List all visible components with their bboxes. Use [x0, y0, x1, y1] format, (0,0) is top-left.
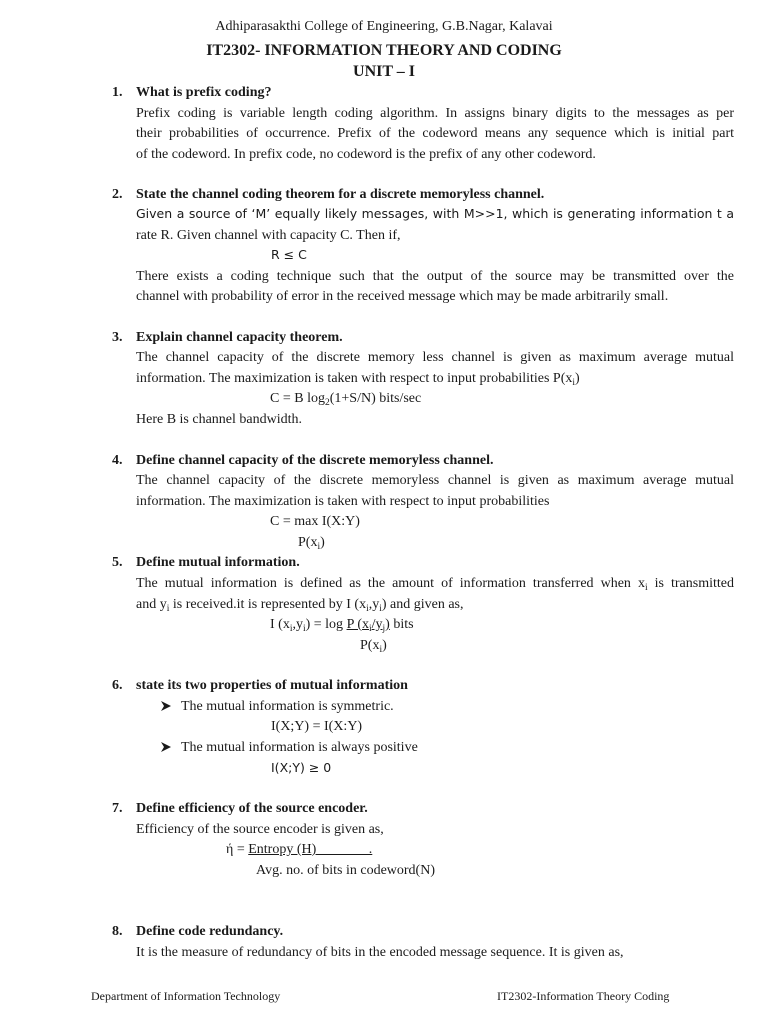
answer-line: Prefix coding is variable length coding algorithm. In assigns binary digits to the messages as per — [136, 107, 734, 121]
fraction-denominator: $P(x_i)$ — [360, 638, 387, 655]
answer-line: channel with probability of error in the received message which may be made arbitrarily small. — [136, 289, 669, 304]
answer-line: rate R. Given channel with capacity C. Then if, — [136, 228, 401, 243]
answer-line: Efficiency of the source encoder is given as, — [136, 822, 384, 837]
question-title: State the channel coding theorem for a discrete memoryless channel. — [136, 187, 545, 202]
question-number: 8. — [112, 924, 123, 939]
answer-line: information. The maximization is taken with respect to input probabilities $P(x_i)$ — [136, 371, 580, 388]
bullet-text: The mutual information is always positive — [181, 740, 418, 755]
question-number: 1. — [112, 85, 123, 100]
fraction-numerator: P $(x_i/y_j)$ — [346, 617, 390, 634]
formula: I(X;Y) ≥ 0 — [271, 760, 332, 775]
formula: ή = Entropy (H) . — [226, 842, 373, 857]
answer-line: information. The maximization is taken with respect to input probabilities — [136, 494, 550, 509]
answer-line: their probabilities of occurrence. Prefix of the codeword means any sequence which is initial part — [136, 127, 734, 141]
answer-line: and $y_i$ is received.it is represented by I $(x_i,y_i)$ and given as, — [136, 597, 464, 614]
arrowhead-bullet-icon — [160, 700, 172, 716]
question-title: Define mutual information. — [136, 555, 300, 570]
answer-line: The mutual information is defined as the amount of information transferred when $x_i$ is transmitted — [136, 577, 734, 593]
question-title: Define efficiency of the source encoder. — [136, 801, 368, 816]
formula: C = B $\log_2(1+S/N)$ bits/sec — [270, 391, 422, 408]
formula: R ≤ C — [271, 247, 307, 262]
question-title: Explain channel capacity theorem. — [136, 330, 343, 345]
formula: I(X;Y) = I(X:Y) — [271, 719, 363, 734]
answer-line: The channel capacity of the discrete memoryless channel is given as maximum average mutual — [136, 474, 734, 488]
footer-course: IT2302-Information Theory Coding — [497, 989, 670, 1003]
question-number: 3. — [112, 330, 123, 345]
formula-subscript: $P(x_i)$ — [298, 535, 325, 552]
bullet-text: The mutual information is symmetric. — [181, 699, 394, 714]
fraction-denominator: Avg. no. of bits in codeword(N) — [256, 863, 435, 878]
answer-line: Given a source of ‘M’ equally likely messages, with M>>1, which is generating information t a — [136, 208, 734, 221]
answer-line: It is the measure of redundancy of bits in the encoded message sequence. It is given as, — [136, 945, 624, 960]
footer-department: Department of Information Technology — [91, 989, 281, 1003]
question-title: Define code redundancy. — [136, 924, 284, 939]
question-title: Define channel capacity of the discrete memoryless channel. — [136, 453, 494, 468]
question-title: state its two properties of mutual information — [136, 678, 408, 693]
question-number: 4. — [112, 453, 123, 468]
college-name: Adhiparasakthi College of Engineering, G.B.Nagar, Kalavai — [215, 19, 553, 34]
answer-line: Here B is channel bandwidth. — [136, 412, 303, 427]
answer-line: of the codeword. In prefix code, no codeword is the prefix of any other codeword. — [136, 147, 596, 162]
question-title: What is prefix coding? — [136, 85, 272, 100]
fraction-numerator: Entropy (H) . — [248, 842, 373, 857]
question-number: 2. — [112, 187, 123, 202]
course-title: IT2302- INFORMATION THEORY AND CODING — [206, 42, 562, 59]
formula: I $(x_i,y_i) = \log P$ $(x_i/y_j)$ bits — [270, 617, 414, 634]
answer-line: There exists a coding technique such that the output of the source may be transmitted over the — [136, 270, 734, 284]
answer-line: The channel capacity of the discrete memory less channel is given as maximum average mutual — [136, 351, 734, 365]
unit-title: UNIT – I — [353, 63, 415, 80]
arrowhead-bullet-icon — [160, 741, 172, 757]
question-number: 5. — [112, 555, 123, 570]
question-number: 7. — [112, 801, 123, 816]
formula: C = max I(X:Y) — [270, 514, 360, 529]
question-number: 6. — [112, 678, 123, 693]
